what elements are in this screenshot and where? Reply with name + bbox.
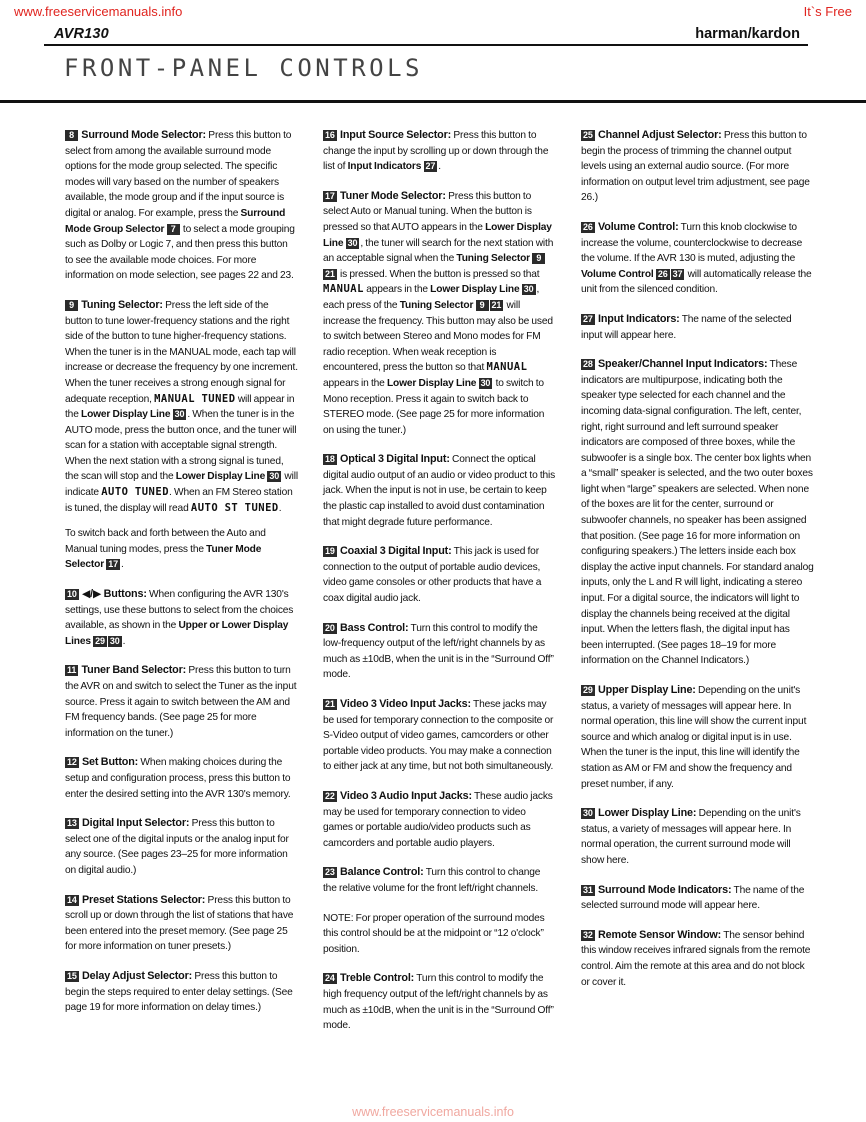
item-heading: Upper Display Line: (598, 684, 696, 696)
item-heading: Lower Display Line: (598, 807, 697, 820)
item-22: 22 Video 3 Audio Input Jacks: These audio jacks may be used for temporary connection to video games or portable audio/video products such as camcorders and portable audio players. (323, 789, 553, 849)
item-number: 30 (583, 808, 593, 819)
item-heading: Treble Control: (340, 972, 415, 985)
item-number: 18 (325, 454, 335, 465)
item-heading: Surround Mode Selector: (81, 129, 207, 141)
item-heading: Coaxial 3 Digital Input: (340, 545, 452, 558)
item-heading: Tuner Mode Selector: (340, 189, 446, 202)
item-heading: Optical 3 Digital Input: (340, 453, 450, 466)
item-number: 24 (325, 973, 335, 984)
item-13: 13 Digital Input Selector: Press this button to select one of the digital inputs or the analog input for any source. (See pages 23–25 for more information on digital audio.) (65, 817, 289, 876)
item-number: 26 (583, 221, 593, 232)
ref-number: 26 (657, 268, 668, 279)
item-9-continued: To switch back and forth between the Auto and Manual tuning modes, press the Tuner Mode Selector 17 . (65, 528, 266, 571)
page-title: FRONT-PANEL CONTROLS (64, 54, 423, 82)
item-number: 31 (583, 884, 593, 895)
item-number: 23 (325, 867, 335, 878)
item-number: 14 (67, 894, 77, 905)
ref-number: 9 (476, 300, 489, 311)
ref-number: 7 (167, 224, 180, 235)
watermark-bottom[interactable]: www.freeservicemanuals.info (352, 1105, 514, 1119)
item-number: 11 (67, 665, 77, 676)
item-21: 21 Video 3 Video Input Jacks: These jacks may be used for temporary connection to the composite or S-Video output of video games, camcorders or other portable video products. You may make a connection to either jack at any time, but not both simultaneously. (323, 698, 554, 773)
item-number: 22 (325, 790, 335, 801)
item-number: 12 (67, 757, 77, 768)
column-1 (65, 128, 298, 1026)
item-heading: Balance Control: (340, 866, 424, 879)
item-number: 17 (325, 190, 335, 201)
item-8: 8 Surround Mode Selector: Press this button to select from among the available surround mode options for the mode group selected. The specific modes will vary based on the number of speakers available, the mode group and if the input source is digital or analog. For example, press the Surround Mode Group Selector 7 to select a mode grouping such as Dolby or Logic 7, and then press this button to see the available mode choices. For more information on mode selection, see pages 22 and 23. (65, 129, 295, 282)
item-32: 32 Remote Sensor Window: The sensor behind this window receives infrared signals from the remote control. Aim the remote at this area and do not block or cover it. (581, 928, 811, 988)
item-10: 10 ◀/▶ Buttons: When configuring the AVR 130's settings, use these buttons to select from the choices available, as shown in the Upper or Lower Display Lines 29 30 . (65, 588, 294, 647)
item-number: 20 (325, 622, 335, 633)
column-2 (323, 128, 556, 1044)
item-number: 16 (325, 130, 335, 140)
item-12: 12 Set Button: When making choices during the setup and configuration process, press this button to enter the desired setting into the AVR 130's memory. (65, 756, 291, 800)
ref-number: 30 (523, 284, 534, 295)
ref-number: 30 (347, 237, 358, 248)
item-23-note: NOTE: For proper operation of the surround modes this control should be at the midpoint or “12 o'clock” position. (323, 912, 545, 955)
item-20: 20 Bass Control: Turn this control to modify the low-frequency output of the left/right channels by as much as ±10dB, when the unit is in the “Surround Off” mode. (323, 621, 554, 681)
item-24: 24 Treble Control: Turn this control to modify the high frequency output of the left/right channels by as much as ±10dB, when the unit is in the “Surround Off” mode. (323, 972, 554, 1032)
item-heading: Tuner Band Selector: (81, 664, 187, 677)
ref-number: 37 (672, 268, 683, 279)
item-14: 14 Preset Stations Selector: Press this button to scroll up or down through the list of stations that have been entered into the preset memory. (See page 25 for more information on tuner presets.) (65, 893, 294, 953)
item-heading: Delay Adjust Selector: (82, 969, 193, 982)
column-3 (581, 128, 814, 1000)
item-heading: Remote Sensor Window: (598, 928, 722, 941)
item-29: 29 Upper Display Line: Depending on the unit's status, a variety of messages will appear here. In normal operation, this line will show the current input source and which analog or digital input is in use. When the tuner is the input, this line will identify the station as AM or FM and show the frequency and preset number, if any. (581, 684, 807, 790)
item-11: 11 Tuner Band Selector: Press this button to turn the AVR on and switch to select the Tuner as the input source. Press it again to switch between the AM and FM frequency bands. (See page 25 for more information on the tuner.) (65, 664, 297, 739)
item-31: 31 Surround Mode Indicators: The name of the selected surround mode will appear here. (581, 883, 805, 912)
item-heading: Video 3 Audio Input Jacks: (340, 789, 472, 802)
item-30: 30 Lower Display Line: Depending on the unit's status, a variety of messages will appear here. In normal operation, the current surround mode will show here. (581, 807, 801, 866)
item-heading: Video 3 Video Input Jacks: (340, 698, 471, 710)
header-line (44, 44, 808, 46)
item-16: 16 Input Source Selector: Press this button to change the input by scrolling up or down through the list of Input Indicators 27 . (323, 129, 549, 173)
ref-number: 21 (325, 268, 335, 279)
item-19: 19 Coaxial 3 Digital Input: This jack is used for connection to the output of portable audio devices, video game consoles or other products that have a coax digital audio jack. (323, 545, 542, 605)
item-9: 9 Tuning Selector: Press the left side of the button to tune lower-frequency stations and the right side of the button to tune higher-frequency stations. When the tuner is in the MANUAL mode, each tap will increase or decrease the frequency by one increment. When the tuner receives a strong enough signal for adequate reception, MANUAL TUNED will appear in the Lower Display Line 30 . When the tuner is in the AUTO mode, press the button once, and the tuner will scan for a station with acceptable signal strength. When the next station with a strong signal is tuned, the scan will stop and the Lower Display Line 30 will indicate AUTO TUNED. When an FM Stereo station is tuned, the display will read AUTO ST TUNED. (65, 298, 298, 514)
item-heading: Digital Input Selector: (82, 817, 190, 830)
item-15: 15 Delay Adjust Selector: Press this button to begin the steps required to enter delay settings. (See page 19 for more information on delay times.) (65, 969, 293, 1014)
item-number: 32 (583, 929, 593, 940)
item-number: 9 (65, 300, 78, 311)
watermark-left[interactable]: www.freeservicemanuals.info (14, 4, 183, 19)
ref-number: 30 (109, 635, 120, 646)
item-23: 23 Balance Control: Turn this control to change the relative volume for the front left/right channels. (323, 866, 541, 894)
item-number: 21 (325, 699, 335, 709)
item-17: 17 Tuner Mode Selector: Press this button to select Auto or Manual tuning. When the button is pressed so that AUTO appears in the Lower Display Line 30 , the tuner will search for the next station with an acceptable signal when the Tuning Selector 921 is pressed. When the button is pressed so that MANUAL appears in the Lower Display Line 30 , each press of the Tuning Selector 9 21 will increase the frequency. This button may also be used to switch between Stereo and Mono modes for FM radio reception. When weak reception is encountered, press the button so that MANUAL appears in the Lower Display Line 30 to switch to Mono reception. Press it again to switch back to STEREO mode. (See page 25 for more information on using the tuner.) (323, 189, 554, 436)
item-heading: ◀/▶ Buttons: (82, 588, 147, 601)
title-rule (0, 100, 866, 103)
item-18: 18 Optical 3 Digital Input: Connect the optical digital audio output of an audio or video product to this jack. When the input is not in use, be certain to keep the plastic cap installed to avoid dust contamination that might degrade future performance. (323, 453, 556, 528)
item-number: 29 (583, 685, 593, 695)
item-heading: Preset Stations Selector: (82, 893, 206, 906)
item-number: 8 (65, 130, 78, 141)
item-heading: Set Button: (82, 756, 139, 769)
item-heading: Input Indicators: (598, 312, 680, 325)
item-heading: Bass Control: (340, 621, 409, 634)
item-heading: Speaker/Channel Input Indicators: (598, 358, 768, 371)
ref-number: 29 (95, 635, 105, 646)
item-27: 27 Input Indicators: The name of the selected input will appear here. (581, 312, 792, 341)
item-number: 13 (67, 818, 77, 829)
ref-number: 30 (480, 377, 491, 388)
item-number: 27 (583, 313, 593, 324)
item-heading: Channel Adjust Selector: (598, 129, 722, 141)
brand-name: harman/kardon (695, 26, 800, 42)
item-26: 26 Volume Control: Turn this knob clockwise to increase the volume, counterclockwise to decrease the volume. If the AVR 130 is muted, adjusting the Volume Control 26 37 will automatically release the unit from the silenced condition. (581, 220, 812, 296)
item-number: 10 (67, 589, 77, 600)
ref-number: 9 (532, 253, 545, 264)
item-number: 25 (583, 130, 593, 140)
item-heading: Surround Mode Indicators: (598, 883, 732, 896)
item-heading: Tuning Selector: (81, 298, 163, 311)
ref-number: 21 (491, 299, 502, 310)
ref-number: 30 (269, 471, 280, 482)
watermark-right: It`s Free (803, 4, 852, 19)
model-name: AVR130 (54, 26, 109, 42)
ref-number: 17 (108, 559, 119, 570)
item-number: 19 (325, 546, 335, 557)
item-number: 15 (67, 970, 77, 981)
item-heading: Input Source Selector: (340, 129, 452, 141)
item-heading: Volume Control: (598, 220, 679, 233)
ref-number: 30 (174, 409, 185, 420)
item-number: 28 (583, 359, 593, 370)
item-25: 25 Channel Adjust Selector: Press this button to begin the process of trimming the channel output levels using an external audio source. (For more information on output level trim adjustment, see page 26.) (581, 129, 810, 204)
item-28: 28 Speaker/Channel Input Indicators: These indicators are multipurpose, indicating both the speaker type selected for each channel and the incoming data-signal configuration. The left, center, right, right surround and left surround speaker indicators are composed of three boxes, while the subwoofer is a single box. The center box lights when a “small” speaker is selected, and the two outer boxes light when “large” speakers are selected. When none of the boxes are lit for the center, surround or subwoofer channels, no speaker has been assigned that position. (See page 16 for more information on configuring speakers.) The letters inside each box display the active input channels. For standard analog inputs, only the L and R will light, indicating a stereo input. For a digital source, the indicators will light to display the channels being received at the digital input. When the letters flash, the digital input has been interrupted. (See pages 18–19 for more information on the Channel Indicators.) (581, 358, 814, 667)
ref-number: 27 (425, 161, 436, 172)
